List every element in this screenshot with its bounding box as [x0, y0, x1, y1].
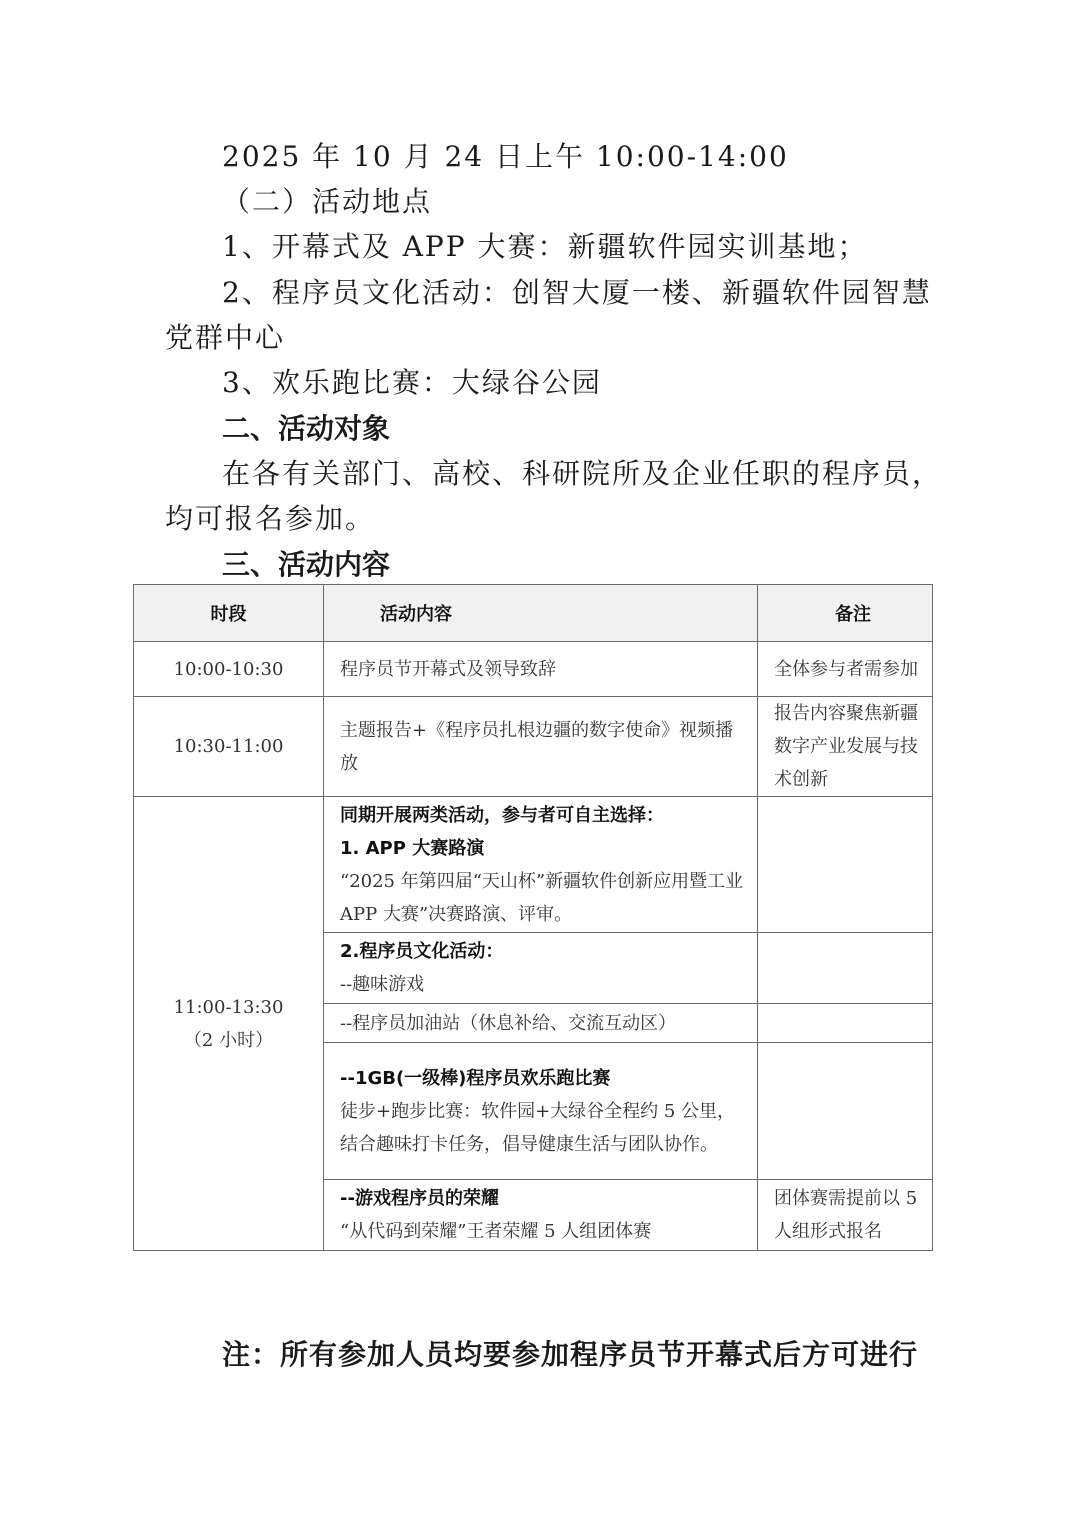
activity-cell — [324, 933, 758, 1004]
location-item: 3、欢乐跑比赛：大绿谷公园 — [222, 366, 602, 399]
row-time: 10:30-11:00 — [134, 697, 324, 797]
location-item-continuation: 党群中心 — [165, 321, 286, 354]
header-content: 活动内容 — [324, 585, 758, 642]
schedule-table — [133, 584, 933, 1251]
activity-note — [758, 797, 933, 933]
activity-cell — [324, 1043, 758, 1180]
row-time: 10:00-10:30 — [134, 642, 324, 697]
block-duration: （2 小时） — [183, 1029, 274, 1051]
row-content: 程序员节开幕式及领导致辞 — [324, 642, 758, 697]
row-content: 主题报告+《程序员扎根边疆的数字使命》视频播放 — [324, 697, 758, 797]
footnote: 注：所有参加人员均要参加程序员节开幕式后方可进行 — [222, 1338, 919, 1371]
activity-desc: 徒步+跑步比赛：软件园+大绿谷全程约 5 公里，结合趣味打卡任务，倡导健康生活与团队协作。 — [340, 1100, 736, 1155]
location-item: 2、程序员文化活动：创智大厦一楼、新疆软件园智慧 — [222, 276, 932, 309]
event-date: 2025 年 10 月 24 日上午 10:00-14:00 — [222, 140, 789, 173]
activity-intro: 同期开展两类活动，参与者可自主选择： — [340, 804, 664, 826]
activity-desc: --趣味游戏 — [340, 974, 425, 995]
activity-cell — [324, 1004, 758, 1043]
location-item: 1、开幕式及 APP 大赛：新疆软件园实训基地； — [222, 230, 868, 263]
activity-note — [758, 933, 933, 1004]
activity-title: 1. APP 大赛路演 — [340, 837, 485, 859]
block-time-cell — [134, 797, 324, 1251]
table-row — [134, 642, 933, 697]
activity-desc: “从代码到荣耀”王者荣耀 5 人组团体赛 — [340, 1221, 652, 1242]
table-header-row — [134, 585, 933, 642]
section-title: 三、活动内容 — [222, 548, 391, 581]
section-body: 均可报名参加。 — [165, 502, 376, 535]
activity-cell — [324, 1180, 758, 1251]
activity-note: 团体赛需提前以 5 人组形式报名 — [758, 1180, 933, 1251]
activity-title: --1GB(一级棒)程序员欢乐跑比赛 — [340, 1067, 611, 1089]
row-note: 报告内容聚焦新疆数字产业发展与技术创新 — [758, 697, 933, 797]
row-note: 全体参与者需参加 — [758, 642, 933, 697]
section-body: 在各有关部门、高校、科研院所及企业任职的程序员， — [222, 457, 943, 490]
section-title: 二、活动对象 — [222, 412, 391, 445]
table-row — [134, 797, 933, 933]
activity-title: 2.程序员文化活动： — [340, 941, 504, 962]
location-heading: （二）活动地点 — [222, 185, 433, 218]
header-note: 备注 — [758, 585, 933, 642]
activity-note — [758, 1043, 933, 1180]
block-time: 11:00-13:30 — [173, 996, 284, 1018]
activity-note — [758, 1004, 933, 1043]
activity-title: --游戏程序员的荣耀 — [340, 1188, 499, 1209]
activity-desc: “2025 年第四届“天山杯”新疆软件创新应用暨工业 APP 大赛”决赛路演、评审。 — [340, 870, 744, 925]
activity-cell — [324, 797, 758, 933]
activity-desc: --程序员加油站（休息补给、交流互动区） — [340, 1012, 677, 1034]
table-row — [134, 697, 933, 797]
header-time: 时段 — [134, 585, 324, 642]
